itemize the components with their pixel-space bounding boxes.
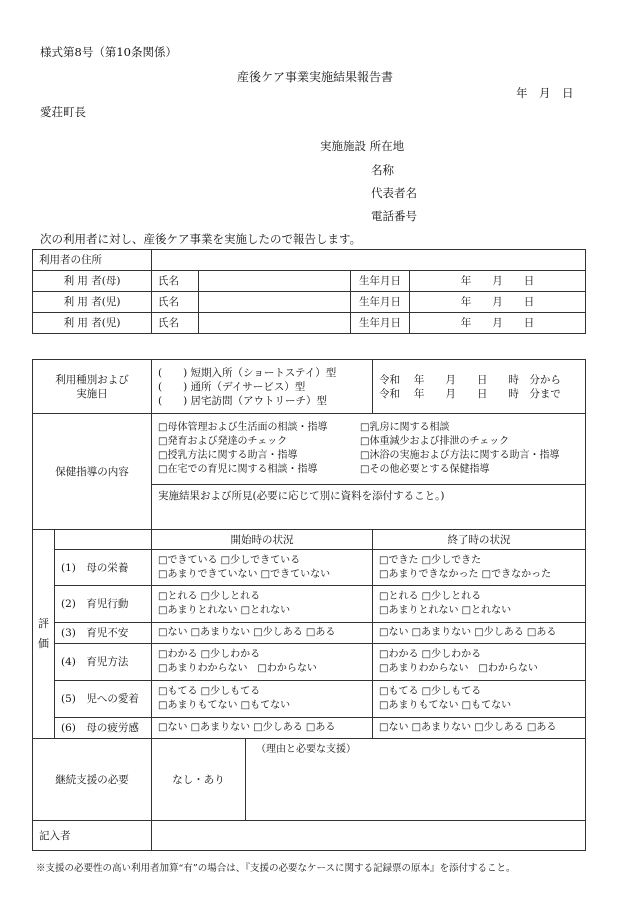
date-from[interactable]: 令和 年 月 日 時 分から xyxy=(379,373,561,386)
dob-field[interactable]: 年 月 日 xyxy=(410,313,586,334)
eval-start[interactable]: □ない □あまりない □少しある □ある xyxy=(152,718,373,739)
eval-label: (2) 育児行動 xyxy=(55,586,152,623)
evaluation-row xyxy=(33,718,586,739)
report-table xyxy=(32,359,586,851)
evaluation-row xyxy=(33,586,586,623)
result-note: 実施結果および所見(必要に応じて別に資料を添付すること。) xyxy=(158,490,445,502)
evaluation-side-label: 評 価 xyxy=(33,530,55,739)
service-dates xyxy=(373,360,586,414)
guidance-checklist xyxy=(152,414,586,485)
user-row xyxy=(33,271,586,292)
date-to[interactable]: 令和 年 月 日 時 分まで xyxy=(379,387,561,400)
service-types xyxy=(152,360,373,414)
recorder-field[interactable] xyxy=(152,821,586,851)
name-label: 氏名 xyxy=(152,271,199,292)
date-line: 年 月 日 xyxy=(516,86,574,100)
eval-end[interactable]: □できた □少しできた □あまりできなかった □できなかった xyxy=(373,550,586,586)
name-field[interactable] xyxy=(199,292,351,313)
eval-end[interactable]: □とれる □少しとれる □あまりとれない □とれない xyxy=(373,586,586,623)
eval-start[interactable]: □とれる □少しとれる □あまりとれない □とれない xyxy=(152,586,373,623)
facility-rep-label: 代表者名 xyxy=(371,186,417,200)
eval-end[interactable]: □わかる □少しわかる □あまりわからない □わからない xyxy=(373,644,586,681)
evaluation-row xyxy=(33,623,586,644)
dob-label: 生年月日 xyxy=(351,313,410,334)
support-choice[interactable]: なし・あり xyxy=(152,739,246,821)
col-start-header: 開始時の状況 xyxy=(152,530,373,550)
dob-label: 生年月日 xyxy=(351,271,410,292)
user-address-field[interactable] xyxy=(152,250,586,271)
support-reason-label: （理由と必要な支援） xyxy=(256,744,356,755)
guidance-right xyxy=(360,421,559,477)
guidance-item[interactable]: □乳房に関する相談 xyxy=(360,422,450,433)
user-label: 利 用 者(母) xyxy=(33,271,152,292)
continued-support-label: 継続支援の必要 xyxy=(33,739,152,821)
guidance-label: 保健指導の内容 xyxy=(33,414,152,530)
name-field[interactable] xyxy=(199,313,351,334)
guidance-item[interactable]: □在宅での育児に関する相談・指導 xyxy=(158,464,318,475)
guidance-item[interactable]: □その他必要とする保健指導 xyxy=(360,464,490,475)
eval-end[interactable]: □ない □あまりない □少しある □ある xyxy=(373,718,586,739)
result-notes-field[interactable] xyxy=(152,485,586,530)
eval-label: (4) 育児方法 xyxy=(55,644,152,681)
guidance-item[interactable]: □発育および発達のチェック xyxy=(158,436,288,447)
service-type-label: 利用種別および 実施日 xyxy=(33,360,152,414)
intro-text: 次の利用者に対し、産後ケア事業を実施したので報告します。 xyxy=(40,232,362,246)
eval-end[interactable]: □ない □あまりない □少しある □ある xyxy=(373,623,586,644)
guidance-item[interactable]: □授乳方法に関する助言・指導 xyxy=(158,450,298,461)
evaluation-row xyxy=(33,644,586,681)
name-label: 氏名 xyxy=(152,313,199,334)
name-label: 氏名 xyxy=(152,292,199,313)
name-field[interactable] xyxy=(199,271,351,292)
eval-end[interactable]: □もてる □少しもてる □あまりもてない □もてない xyxy=(373,681,586,718)
guidance-item[interactable]: □沐浴の実施および方法に関する助言・指導 xyxy=(360,450,560,461)
eval-label: (5) 児への愛着 xyxy=(55,681,152,718)
addressee: 愛荘町長 xyxy=(40,105,86,119)
eval-label: (1) 母の栄養 xyxy=(55,550,152,586)
eval-start[interactable]: □ない □あまりない □少しある □ある xyxy=(152,623,373,644)
col-end-header: 終了時の状況 xyxy=(373,530,586,550)
user-label: 利 用 者(児) xyxy=(33,313,152,334)
page-title: 産後ケア事業実施結果報告書 xyxy=(236,70,393,84)
user-address-label: 利用者の住所 xyxy=(33,250,152,271)
facility-address-label: 実施施設 所在地 xyxy=(320,139,405,153)
footnote: ※支援の必要性の高い利用者加算“有”の場合は、『支援の必要なケースに関する記録票の原本』を添付すること。 xyxy=(36,863,516,874)
evaluation-row xyxy=(33,681,586,718)
evaluation-row xyxy=(33,550,586,586)
guidance-item[interactable]: □体重減少および排泄のチェック xyxy=(360,436,510,447)
eval-label: (6) 母の疲労感 xyxy=(55,718,152,739)
user-label: 利 用 者(児) xyxy=(33,292,152,313)
facility-name-label: 名称 xyxy=(371,163,394,177)
eval-start[interactable]: □できている □少しできている □あまりできていない □できていない xyxy=(152,550,373,586)
dob-field[interactable]: 年 月 日 xyxy=(410,292,586,313)
form-number: 様式第8号（第10条関係） xyxy=(40,45,177,59)
eval-start[interactable]: □わかる □少しわかる □あまりわからない □わからない xyxy=(152,644,373,681)
facility-phone-label: 電話番号 xyxy=(371,209,417,223)
dob-field[interactable]: 年 月 日 xyxy=(410,271,586,292)
eval-start[interactable]: □もてる □少しもてる □あまりもてない □もてない xyxy=(152,681,373,718)
user-table xyxy=(32,249,586,334)
recorder-label: 記入者 xyxy=(33,821,152,851)
eval-label: (3) 育児不安 xyxy=(55,623,152,644)
service-type-outreach[interactable]: ( ) 居宅訪問（アウトリーチ）型 xyxy=(158,394,328,407)
service-type-day[interactable]: ( ) 通所（デイサービス）型 xyxy=(158,380,306,393)
guidance-item[interactable]: □母体管理および生活面の相談・指導 xyxy=(158,422,328,433)
support-reason-field[interactable] xyxy=(246,739,586,821)
dob-label: 生年月日 xyxy=(351,292,410,313)
user-row xyxy=(33,313,586,334)
service-type-short-stay[interactable]: ( ) 短期入所（ショートステイ）型 xyxy=(158,366,337,379)
user-row xyxy=(33,292,586,313)
guidance-left xyxy=(158,421,360,477)
